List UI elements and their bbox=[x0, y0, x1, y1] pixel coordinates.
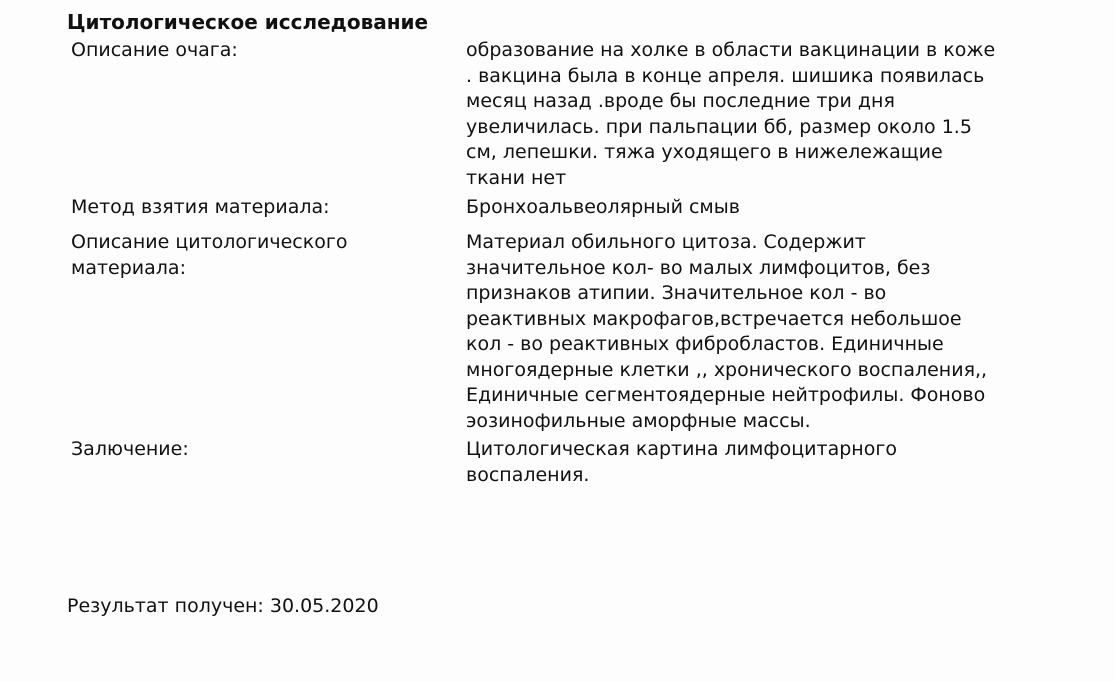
conclusion-value: Цитологическая картина лимфоцитарного воспаления. bbox=[466, 438, 897, 486]
sampling-method-value: Бронхоальвеолярный смыв bbox=[466, 196, 740, 218]
material-description-label: Описание цитологического материала: bbox=[71, 231, 348, 279]
lesion-description-label: Описание очага: bbox=[71, 39, 238, 61]
material-description-value: Материал обильного цитоза. Содержит значительное кол- во малых лимфоцитов, без признаков атипии. Значительное кол - во реактивных макрофагов,встречается небольшое кол - во реактивных фибробластов. Единичные многоядерные клетки ,, хронического воспаления,, Единичные сегментоядерные нейтрофилы. Фоново эозинофильные аморфные массы. bbox=[466, 231, 988, 432]
sampling-method-label: Метод взятия материала: bbox=[71, 196, 330, 218]
result-date-line: Результат получен: 30.05.2020 bbox=[67, 595, 379, 617]
conclusion-label: Залючение: bbox=[71, 438, 189, 460]
lesion-description-value: образование на холке в области вакцинации в коже . вакцина была в конце апреля. шишика появилась месяц назад .вроде бы последние три дня увеличилась. при пальпации бб, размер около 1.5 см, лепешки. тяжа уходящего в нижележащие ткани нет bbox=[466, 39, 996, 189]
report-title: Цитологическое исследование bbox=[67, 10, 429, 34]
